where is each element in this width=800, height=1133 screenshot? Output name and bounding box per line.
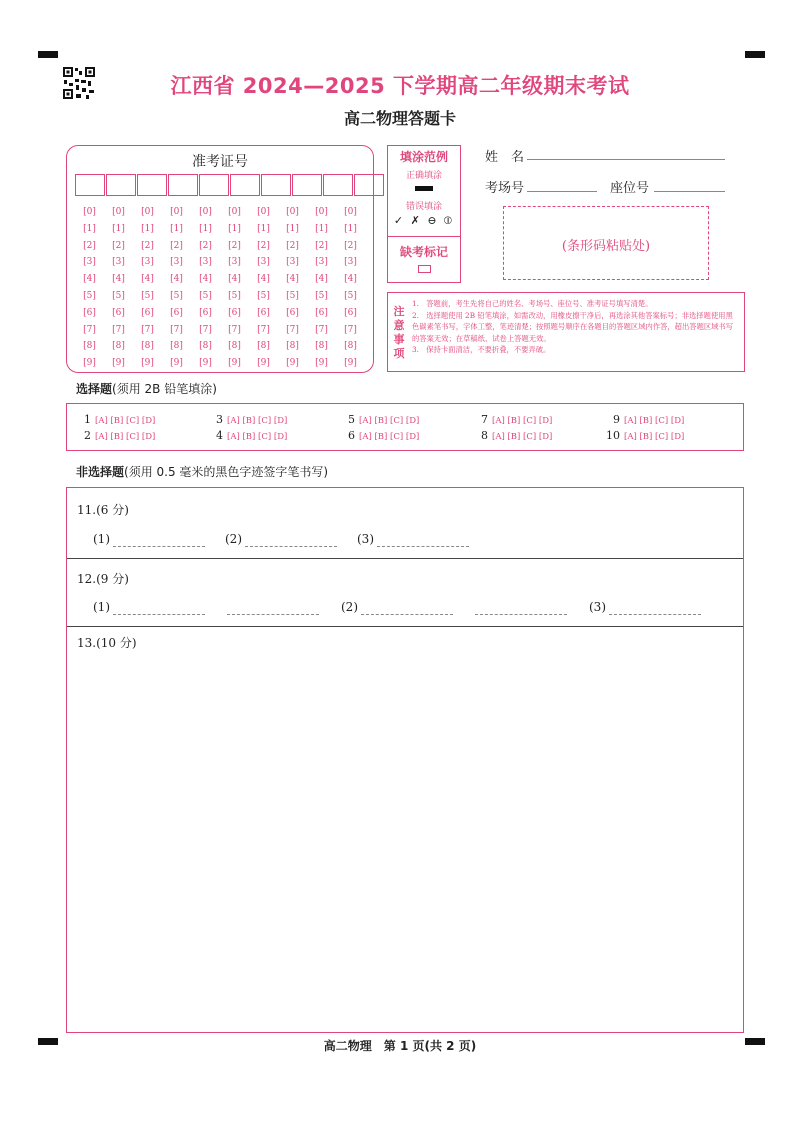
- wrong-fill-label: 错误填涂: [405, 202, 442, 212]
- q12-blank-1b[interactable]: [227, 614, 319, 615]
- digit-bubble[interactable]: [7]: [141, 324, 154, 335]
- digit-bubble[interactable]: [7]: [228, 324, 241, 335]
- divider: [388, 236, 460, 237]
- digit-bubble[interactable]: [0]: [286, 207, 299, 217]
- digit-bubble[interactable]: [6]: [112, 307, 125, 318]
- digit-bubble[interactable]: [5]: [112, 290, 125, 301]
- digit-bubble[interactable]: [7]: [286, 324, 299, 335]
- digit-bubble[interactable]: [4]: [315, 274, 328, 285]
- digit-bubble[interactable]: [0]: [141, 207, 154, 217]
- notice-panel: [387, 292, 745, 372]
- digit-bubble[interactable]: [9]: [112, 358, 125, 369]
- digit-bubble[interactable]: [5]: [344, 290, 357, 301]
- digit-bubble[interactable]: [8]: [257, 341, 270, 352]
- digit-bubble[interactable]: [4]: [286, 274, 299, 285]
- q13-answer-area[interactable]: [71, 654, 739, 1028]
- digit-bubble[interactable]: [7]: [257, 324, 270, 335]
- question-row[interactable]: 2 [A] [B] [C] [D]: [84, 429, 156, 442]
- digit-bubble[interactable]: [2]: [315, 240, 328, 251]
- admission-digit-box[interactable]: [75, 174, 105, 196]
- admission-title: 准考证号: [192, 154, 248, 170]
- digit-bubble[interactable]: [8]: [199, 341, 212, 352]
- digit-bubble[interactable]: [3]: [170, 257, 183, 268]
- choice-section-title: 选择题(须用 2B 铅笔填涂): [76, 382, 217, 396]
- page-footer: 高二物理 第 1 页(共 2 页): [323, 1039, 477, 1053]
- digit-bubble[interactable]: [6]: [286, 307, 299, 318]
- admission-number-panel: [66, 145, 374, 373]
- choice-panel: [66, 403, 744, 451]
- digit-bubble[interactable]: [9]: [315, 358, 328, 369]
- q12-blank-1-label: (1): [93, 600, 110, 614]
- answer-area: [66, 487, 744, 1033]
- digit-bubble[interactable]: [9]: [170, 358, 183, 369]
- digit-bubble[interactable]: [8]: [344, 341, 357, 352]
- digit-bubble[interactable]: [0]: [344, 207, 357, 217]
- digit-bubble[interactable]: [1]: [228, 223, 241, 234]
- digit-bubble[interactable]: [5]: [315, 290, 328, 301]
- admission-digit-column: [75, 204, 104, 372]
- admission-digit-box[interactable]: [261, 174, 291, 196]
- q11-blank-2[interactable]: [245, 546, 337, 547]
- registration-mark: [38, 51, 58, 58]
- q12-title: 12.(9 分): [77, 572, 129, 586]
- absent-mark-label: 缺考标记: [399, 245, 448, 259]
- digit-bubble[interactable]: [6]: [141, 307, 154, 318]
- exam-room-label: 考场号: [485, 181, 525, 196]
- exam-title: 江西省 2024—2025 下学期高二年级期末考试: [170, 74, 630, 98]
- digit-bubble[interactable]: [9]: [199, 358, 212, 369]
- digit-bubble[interactable]: [4]: [112, 274, 125, 285]
- q11-blank-3-label: (3): [357, 532, 374, 546]
- digit-bubble[interactable]: [6]: [170, 307, 183, 318]
- digit-bubble[interactable]: [7]: [83, 324, 96, 335]
- digit-bubble[interactable]: [4]: [257, 274, 270, 285]
- correct-fill-mark: [415, 186, 433, 191]
- digit-bubble[interactable]: [0]: [257, 207, 270, 217]
- question-row[interactable]: 8 [A] [B] [C] [D]: [481, 429, 553, 442]
- digit-bubble[interactable]: [3]: [344, 257, 357, 268]
- admission-digit-grid: [75, 204, 365, 372]
- digit-bubble[interactable]: [1]: [83, 223, 96, 234]
- digit-bubble[interactable]: [6]: [199, 307, 212, 318]
- admission-digit-box[interactable]: [137, 174, 167, 196]
- admission-digit-column: [249, 204, 278, 372]
- digit-bubble[interactable]: [4]: [83, 274, 96, 285]
- digit-bubble[interactable]: [2]: [141, 240, 154, 251]
- seat-label: 座位号: [610, 181, 650, 196]
- notice-item: 1. 答题前，考生先将自己的姓名、考场号、座位号、准考证号填写清楚。: [412, 299, 653, 308]
- digit-bubble[interactable]: [4]: [228, 274, 241, 285]
- q13-title: 13.(10 分): [77, 636, 137, 650]
- digit-bubble[interactable]: [3]: [141, 257, 154, 268]
- digit-bubble[interactable]: [9]: [344, 358, 357, 369]
- digit-bubble[interactable]: [7]: [170, 324, 183, 335]
- digit-bubble[interactable]: [5]: [199, 290, 212, 301]
- question-row[interactable]: 7 [A] [B] [C] [D]: [481, 413, 553, 426]
- name-field[interactable]: [527, 159, 725, 160]
- digit-bubble[interactable]: [9]: [257, 358, 270, 369]
- digit-bubble[interactable]: [5]: [257, 290, 270, 301]
- fill-example-title: 填涂范例: [399, 150, 448, 164]
- q11-blank-1[interactable]: [113, 546, 205, 547]
- q12-blank-2a[interactable]: [361, 614, 453, 615]
- digit-bubble[interactable]: [2]: [83, 240, 96, 251]
- digit-bubble[interactable]: [9]: [228, 358, 241, 369]
- barcode-label: (条形码粘贴处): [561, 239, 651, 254]
- digit-bubble[interactable]: [9]: [141, 358, 154, 369]
- digit-bubble[interactable]: [3]: [199, 257, 212, 268]
- admission-digit-box[interactable]: [106, 174, 136, 196]
- digit-bubble[interactable]: [5]: [170, 290, 183, 301]
- digit-bubble[interactable]: [0]: [83, 207, 96, 217]
- digit-bubble[interactable]: [5]: [141, 290, 154, 301]
- question-row[interactable]: 5 [A] [B] [C] [D]: [348, 413, 420, 426]
- digit-bubble[interactable]: [6]: [315, 307, 328, 318]
- seat-field[interactable]: [654, 191, 725, 192]
- divider: [67, 626, 743, 627]
- digit-bubble[interactable]: [8]: [141, 341, 154, 352]
- q11-blank-2-label: (2): [225, 532, 242, 546]
- q11-blank-3[interactable]: [377, 546, 469, 547]
- digit-bubble[interactable]: [2]: [228, 240, 241, 251]
- notice-item: 3. 保持卡面清洁，不要折叠，不要弄破。: [412, 345, 551, 354]
- digit-bubble[interactable]: [8]: [286, 341, 299, 352]
- admission-digit-box[interactable]: [199, 174, 229, 196]
- exam-room-field[interactable]: [527, 191, 597, 192]
- q12-blank-3-label: (3): [589, 600, 606, 614]
- digit-bubble[interactable]: [6]: [344, 307, 357, 318]
- digit-bubble[interactable]: [2]: [344, 240, 357, 251]
- admission-digit-column: [133, 204, 162, 372]
- digit-bubble[interactable]: [0]: [199, 207, 212, 217]
- digit-bubble[interactable]: [9]: [286, 358, 299, 369]
- question-row[interactable]: 4 [A] [B] [C] [D]: [216, 429, 288, 442]
- absent-mark-box[interactable]: [418, 265, 431, 273]
- digit-bubble[interactable]: [6]: [83, 307, 96, 318]
- digit-bubble[interactable]: [5]: [228, 290, 241, 301]
- admission-digit-column: [220, 204, 249, 372]
- notice-side-label: 注意事项: [393, 305, 405, 360]
- admission-digit-box[interactable]: [354, 174, 384, 196]
- digit-bubble[interactable]: [7]: [112, 324, 125, 335]
- admission-digit-box[interactable]: [292, 174, 322, 196]
- digit-bubble[interactable]: [3]: [257, 257, 270, 268]
- divider: [67, 558, 743, 559]
- digit-bubble[interactable]: [8]: [170, 341, 183, 352]
- barcode-area: [503, 206, 709, 280]
- digit-bubble[interactable]: [0]: [228, 207, 241, 217]
- digit-bubble[interactable]: [4]: [344, 274, 357, 285]
- admission-digit-column: [104, 204, 133, 372]
- digit-bubble[interactable]: [2]: [199, 240, 212, 251]
- digit-bubble[interactable]: [1]: [315, 223, 328, 234]
- digit-bubble[interactable]: [1]: [286, 223, 299, 234]
- digit-bubble[interactable]: [2]: [170, 240, 183, 251]
- digit-bubble[interactable]: [8]: [228, 341, 241, 352]
- admission-boxes: [75, 174, 385, 196]
- digit-bubble[interactable]: [0]: [170, 207, 183, 217]
- digit-bubble[interactable]: [5]: [286, 290, 299, 301]
- admission-digit-box[interactable]: [168, 174, 198, 196]
- digit-bubble[interactable]: [0]: [315, 207, 328, 217]
- q12-blank-2-label: (2): [341, 600, 358, 614]
- admission-digit-column: [278, 204, 307, 372]
- name-label: 姓 名: [485, 150, 525, 165]
- digit-bubble[interactable]: [2]: [257, 240, 270, 251]
- digit-bubble[interactable]: [1]: [112, 223, 125, 234]
- digit-bubble[interactable]: [8]: [83, 341, 96, 352]
- digit-bubble[interactable]: [1]: [344, 223, 357, 234]
- digit-bubble[interactable]: [1]: [199, 223, 212, 234]
- admission-digit-column: [191, 204, 220, 372]
- admission-digit-box[interactable]: [323, 174, 353, 196]
- admission-digit-column: [307, 204, 336, 372]
- digit-bubble[interactable]: [1]: [141, 223, 154, 234]
- digit-bubble[interactable]: [1]: [170, 223, 183, 234]
- digit-bubble[interactable]: [3]: [112, 257, 125, 268]
- digit-bubble[interactable]: [2]: [112, 240, 125, 251]
- digit-bubble[interactable]: [1]: [257, 223, 270, 234]
- digit-bubble[interactable]: [4]: [141, 274, 154, 285]
- admission-digit-column: [336, 204, 365, 372]
- q11-blank-1-label: (1): [93, 532, 110, 546]
- digit-bubble[interactable]: [8]: [315, 341, 328, 352]
- admission-digit-box[interactable]: [230, 174, 260, 196]
- digit-bubble[interactable]: [2]: [286, 240, 299, 251]
- digit-bubble[interactable]: [4]: [170, 274, 183, 285]
- digit-bubble[interactable]: [3]: [315, 257, 328, 268]
- digit-bubble[interactable]: [7]: [344, 324, 357, 335]
- admission-digit-column: [162, 204, 191, 372]
- q11-title: 11.(6 分): [77, 503, 129, 517]
- answer-sheet-subtitle: 高二物理答题卡: [343, 109, 456, 128]
- wrong-fill-marks: ✓ ✗ ⊖ ⦶: [393, 214, 455, 227]
- question-row[interactable]: 3 [A] [B] [C] [D]: [216, 413, 288, 426]
- correct-fill-label: 正确填涂: [405, 171, 442, 181]
- q12-blank-2b[interactable]: [475, 614, 567, 615]
- question-row[interactable]: 10 [A] [B] [C] [D]: [606, 429, 685, 442]
- digit-bubble[interactable]: [3]: [286, 257, 299, 268]
- digit-bubble[interactable]: [5]: [83, 290, 96, 301]
- q12-blank-3[interactable]: [609, 614, 701, 615]
- digit-bubble[interactable]: [9]: [83, 358, 96, 369]
- fill-example-panel: [387, 145, 461, 283]
- digit-bubble[interactable]: [3]: [228, 257, 241, 268]
- notice-text: [412, 298, 738, 356]
- digit-bubble[interactable]: [3]: [83, 257, 96, 268]
- digit-bubble[interactable]: [6]: [228, 307, 241, 318]
- digit-bubble[interactable]: [8]: [112, 341, 125, 352]
- digit-bubble[interactable]: [7]: [315, 324, 328, 335]
- digit-bubble[interactable]: [4]: [199, 274, 212, 285]
- digit-bubble[interactable]: [0]: [112, 207, 125, 217]
- digit-bubble[interactable]: [6]: [257, 307, 270, 318]
- question-row[interactable]: 6 [A] [B] [C] [D]: [348, 429, 420, 442]
- registration-mark: [745, 51, 765, 58]
- nonchoice-section-title: 非选择题(须用 0.5 毫米的黑色字迹签字笔书写): [76, 465, 329, 479]
- digit-bubble[interactable]: [7]: [199, 324, 212, 335]
- q12-blank-1a[interactable]: [113, 614, 205, 615]
- question-row[interactable]: 9 [A] [B] [C] [D]: [613, 413, 685, 426]
- question-row[interactable]: 1 [A] [B] [C] [D]: [84, 413, 156, 426]
- notice-item: 2. 选择题使用 2B 铅笔填涂，如需改动，用橡皮擦干净后，再选涂其他答案标号；非选择题使用黑色碳素笔书写，字体工整，笔迹清楚；按照题号顺序在各题目的答题区域内作答，超出答题区域书写的答案无效；在草稿纸、试卷上答题无效。: [412, 310, 734, 343]
